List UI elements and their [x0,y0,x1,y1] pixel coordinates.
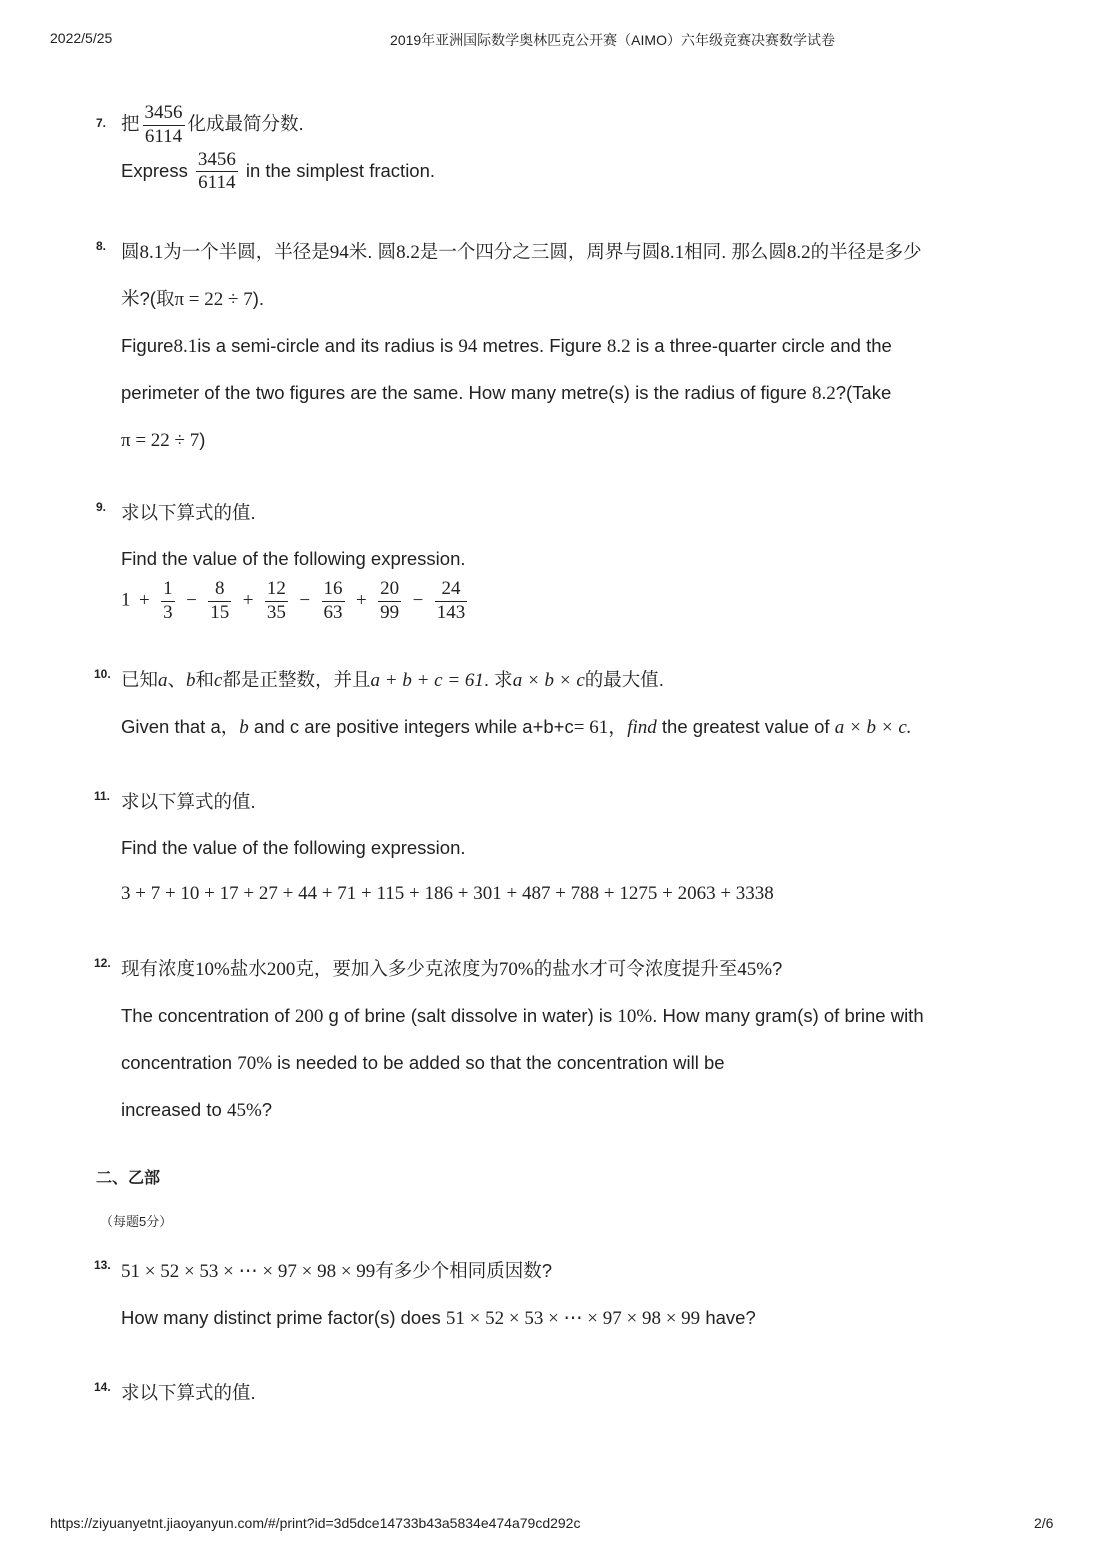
math: 8.2 [811,383,836,404]
text-fragment: 是一个四分之三圆，周界与圆 [419,241,661,262]
text-fragment: the greatest value of [656,716,835,737]
text-fragment: 把 [121,113,140,135]
question-number: 11. [94,789,111,803]
text-fragment: The concentration of [121,1005,295,1026]
math: 94 [458,336,478,357]
numerator: 1 [161,578,175,602]
text-fragment: ) [199,429,206,450]
text-fragment: ). [252,288,265,309]
text-fragment: 化成最简分数. [187,113,304,135]
question-number: 14. [94,1380,111,1394]
math: 70% [237,1053,273,1074]
math: 45% [737,959,773,980]
text-fragment: 相同. 那么圆 [684,241,787,262]
text-fragment: in the simplest fraction. [245,159,436,181]
denominator: 3 [163,601,173,623]
numerator: 24 [435,578,468,602]
question-10 [96,657,1016,751]
text-fragment: 的最大值. [584,669,664,690]
question-text-zh-line-1 [121,229,1016,276]
text-fragment: 、 [167,669,187,690]
math: 8.2 [396,242,420,263]
denominator: 63 [323,601,343,623]
denominator: 6114 [144,125,183,147]
math: 1 [121,589,131,611]
math: 8.1 [173,336,198,357]
expression: 3 + 7 + 10 + 17 + 27 + 44 + 71 + 115 + 186 + 301 + 487 + 788 + 1275 + 2063 + 3338 [121,883,774,904]
math: b [239,717,249,738]
math: a × b × c [512,670,585,691]
text-fragment: is a three-quarter circle and the [630,335,892,356]
operator: − [186,589,197,611]
math: find [627,717,657,738]
page-number: 2/6 [1034,1515,1054,1531]
text-fragment: 都是正整数，并且 [222,669,371,690]
math: c [214,670,223,691]
fraction [378,578,401,625]
document-title: 2019年亚洲国际数学奥林匹克公开赛（AIMO）六年级竞赛决赛数学试卷 [390,32,835,48]
text-fragment: 的半径是多少 [810,241,922,262]
text-fragment: 已知 [121,669,159,690]
question-text-en: Find the value of the following expression. [121,548,466,569]
page-url: https://ziyuanyetnt.jiaoyanyun.com/#/print?id=3d5dce14733b43a5834e474a79cd292c [50,1515,581,1531]
expression [121,578,1016,625]
numerator: 3456 [196,149,238,173]
math: 8.1 [660,242,685,263]
text-fragment: How many distinct prime factor(s) does [121,1307,446,1328]
question-text-en [121,704,1016,751]
text-fragment: increased to [121,1099,227,1120]
fraction [435,578,468,625]
question-number: 9. [96,500,107,514]
fraction [196,149,238,196]
question-text-zh: 求以下算式的值. [121,1382,256,1403]
question-13 [96,1248,1016,1342]
operator: − [299,589,311,611]
question-text-en [121,1295,1016,1342]
question-text-en-line-1 [121,323,1016,370]
numerator: 8 [208,578,231,602]
numerator: 3456 [143,102,185,126]
question-text-en: Find the value of the following expression. [121,837,466,858]
question-text-zh [121,946,1016,993]
text-fragment: 盐水 [229,958,267,979]
math: 51 × 52 × 53 × ⋯ × 97 × 98 × 99 [121,1261,376,1282]
denominator: 99 [380,601,400,623]
text-fragment: metres. Figure [477,335,607,356]
print-date: 2022/5/25 [50,30,113,46]
question-number: 12. [94,956,111,970]
text-fragment: 圆 [121,241,140,262]
math: a × b × c. [834,717,912,738]
fraction [265,578,288,625]
text-fragment: 和 [195,669,215,690]
question-text-en-line-1 [121,993,1016,1040]
question-text-zh [121,1248,1016,1295]
operator: + [242,589,254,611]
question-text-zh: 求以下算式的值. [121,502,256,523]
text-fragment: Express [121,159,188,181]
math: 70% [498,959,534,980]
math: 200 [266,959,296,980]
text-fragment: have? [700,1307,756,1328]
text-fragment: 现有浓度 [121,958,196,979]
operator: − [412,589,424,611]
text-fragment: g of brine (salt dissolve in water) is [323,1005,618,1026]
question-7 [96,102,1016,195]
text-fragment: . How many gram(s) of brine with [652,1005,924,1026]
denominator: 143 [436,601,466,623]
fraction [161,578,175,625]
math: b [186,670,196,691]
math: π = 22 ÷ 7 [121,430,200,451]
question-number: 10. [94,667,111,681]
text-fragment: ? [772,958,783,979]
text-fragment: Given that a， [121,716,240,737]
math: 8.1 [139,242,164,263]
text-fragment: is a semi-circle and its radius is [197,335,459,356]
numerator: 20 [378,578,401,602]
math: 45% [226,1100,262,1121]
text-fragment: perimeter of the two figures are the same. How many metre(s) is the radius of figure [121,382,812,403]
text-fragment: 为一个半圆，半径是 [163,241,330,262]
operator: + [355,589,367,611]
denominator: 15 [210,601,230,623]
question-text-zh [121,657,1016,704]
text-fragment: is needed to be added so that the concentration will be [272,1052,725,1073]
question-number: 13. [94,1258,111,1272]
question-11 [96,779,1016,917]
section-note: （每题5分） [100,1214,173,1229]
question-8 [96,229,1016,464]
numerator: 12 [265,578,288,602]
text-fragment: 的盐水才可令浓度提升至 [533,958,738,979]
question-text-en-line-2 [121,1040,1016,1087]
math: 8.2 [606,336,631,357]
math: = 61， [573,717,628,738]
text-fragment: 米?(取 [121,288,175,309]
question-text-en-line-3 [121,1087,1016,1134]
math: 51 × 52 × 53 × ⋯ × 97 × 98 × 99 [445,1308,701,1329]
text-fragment: . 求 [483,669,513,690]
math: 10% [195,959,230,980]
denominator: 35 [266,601,286,623]
math: 10% [617,1006,653,1027]
question-number: 8. [96,239,107,253]
math: 200 [294,1006,324,1027]
question-text-en-line-3 [121,417,1016,464]
question-text-zh: 求以下算式的值. [121,791,256,812]
math: 8.2 [786,242,811,263]
question-text-zh-line-2 [121,276,1016,323]
question-text-en-line-2 [121,370,1016,417]
question-number: 7. [96,116,107,130]
text-fragment: 克，要加入多少克浓度为 [295,958,499,979]
text-fragment: 米. 圆 [348,241,397,262]
text-fragment: Figure [121,335,174,356]
fraction [322,578,345,625]
numerator: 16 [322,578,345,602]
question-text-zh [121,102,1016,149]
math: a + b + c = 61 [370,670,484,691]
section-title: 二、乙部 [96,1170,161,1187]
fraction [208,578,231,625]
math: 94 [329,242,349,263]
text-fragment: 有多少个相同质因数? [375,1260,553,1281]
denominator: 6114 [198,172,236,194]
question-12 [96,946,1016,1134]
question-14 [96,1370,1016,1416]
operator: + [138,589,150,611]
math: a [158,670,168,691]
text-fragment: ? [261,1099,273,1120]
text-fragment: concentration [121,1052,238,1073]
question-9 [96,490,1016,625]
text-fragment: ?(Take [835,382,892,403]
fraction [143,102,185,149]
question-text-en [121,149,1016,196]
text-fragment: and c are positive integers while a+b+c [248,716,574,737]
math: π = 22 ÷ 7 [174,289,253,310]
